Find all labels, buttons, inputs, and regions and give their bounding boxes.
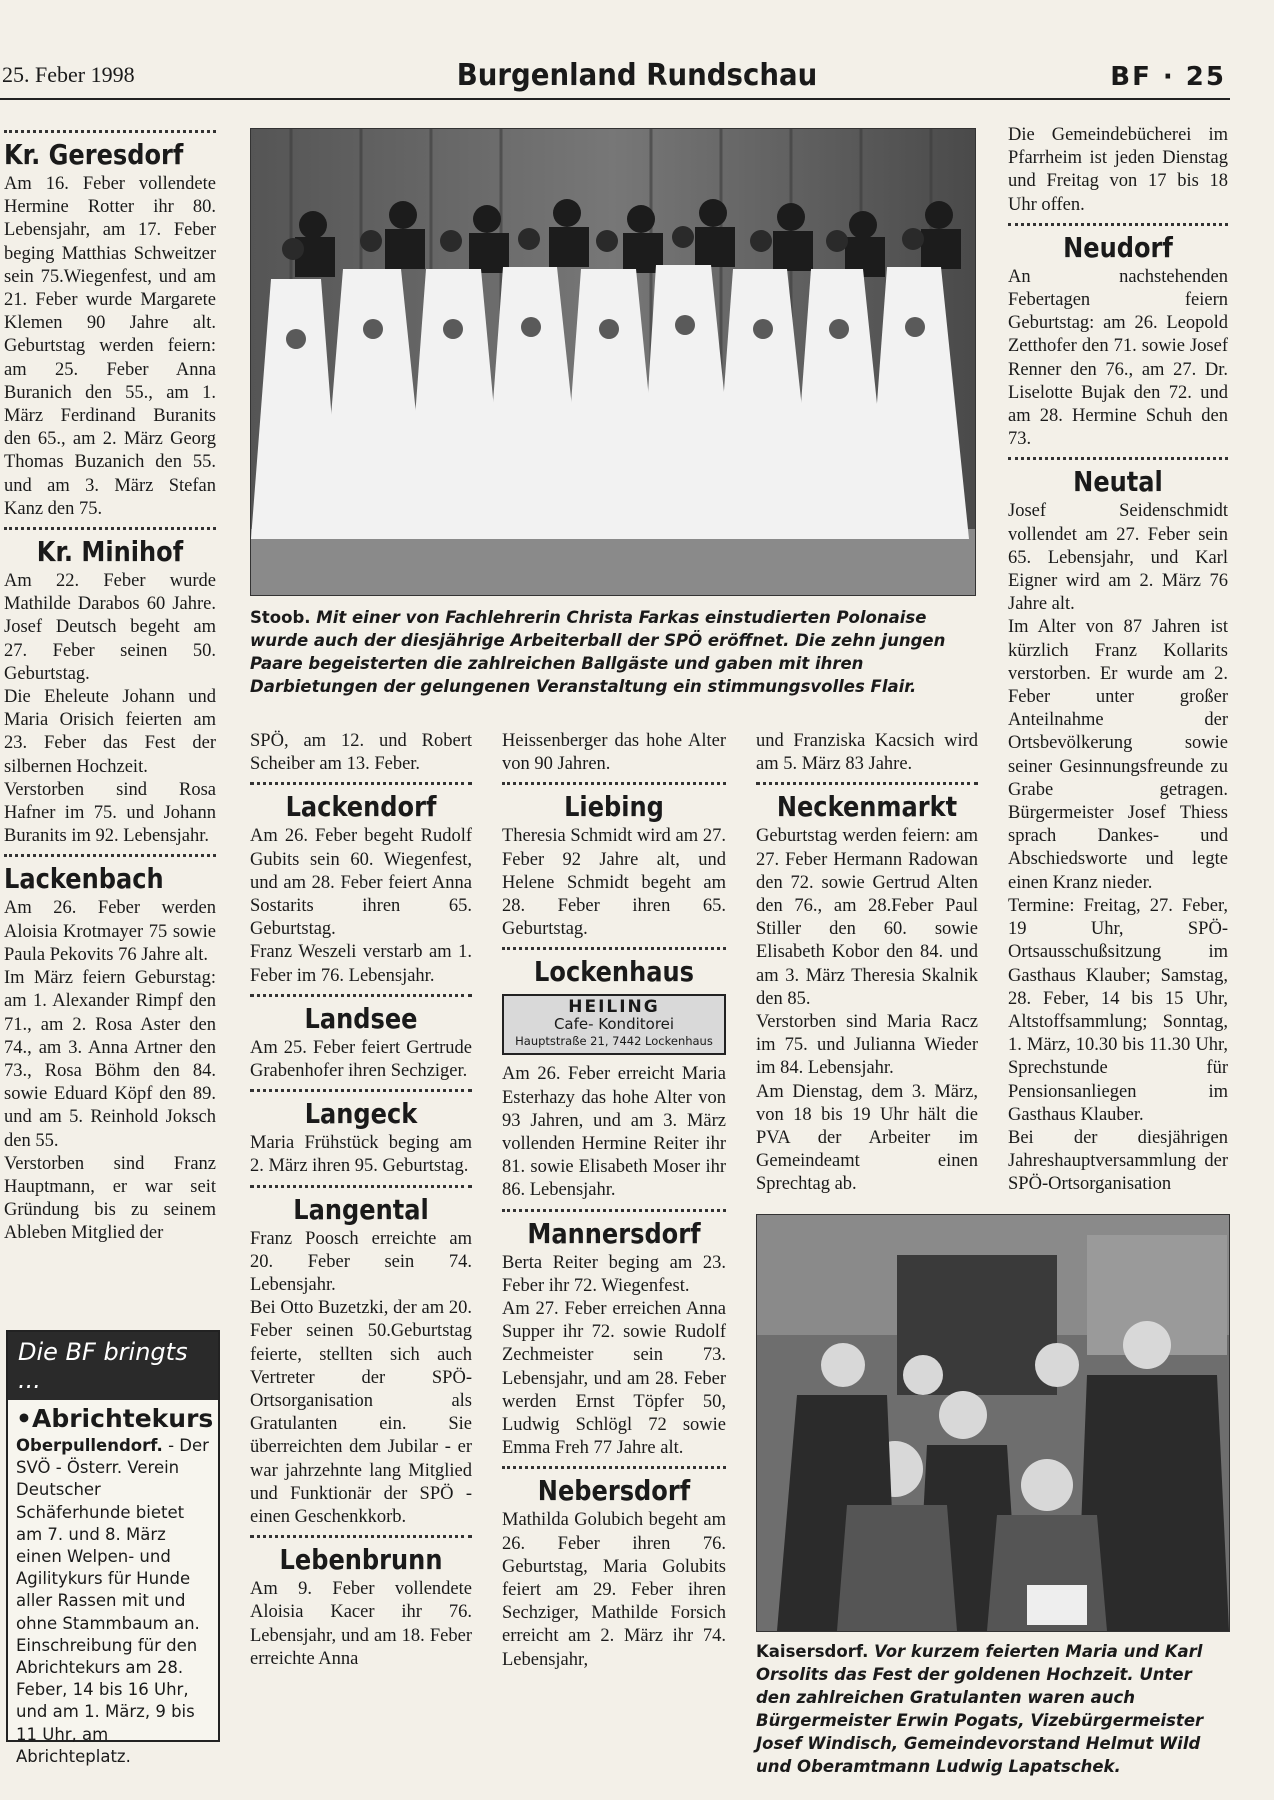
dotted-divider [502,1209,726,1212]
article-text: Verstorben sind Franz Hauptmann, er war seit Gründung bis zu seinem Ableben Mitglied der [4,1153,216,1244]
article-text: und Franziska Kacsich wird am 5. März 83 Jahre. [756,731,978,775]
article-text: Franz Weszeli verstarb am 1. Feber im 76. Lebensjahr. [250,942,472,986]
column-5 [1008,124,1228,1202]
photo-caption [756,1640,1228,1778]
article-text: Verstorben sind Maria Racz im 75. und Julianna Wieder im 84. Lebensjahr. [756,1012,978,1079]
article-text: Am 26. Feber erreicht Maria Esterhazy das hohe Alter von 93 Jahren, und am 3. März vollenden Hermine Reiter ihr 81. sowie Elisabeth Moser ihr 86. Lebensjahr. [502,1064,726,1201]
section-title: Neudorf [1063,230,1173,264]
article-text: Die Eheleute Johann und Maria Orisich feierten am 23. Feber das Fest der silbernen Hochzeit. [4,687,216,777]
article-text: Heissenberger das hohe Alter von 90 Jahren. [502,731,726,775]
article-text: Termine: Freitag, 27. Feber, 19 Uhr, SPÖ-Ortsausschußsitzung im Gasthaus Klauber; Samstag, 28. Feber, 14 bis 15 Uhr, Altstoffsammlung; Sonntag, 1. März, 10.30 bis 11.30 Uhr, Sprechstunde für Pensionsanliegen im Gasthaus Klauber. [1008,895,1228,1125]
page-number: BF · 25 [1110,62,1226,92]
section-title: Lockenhaus [534,955,694,989]
article-text: Bei Otto Buzetzki, der am 20. Feber seinen 50.Geburtstag feierte, stellten sich auch Vertreter der SPÖ-Ortsorganisation als Gratulanten ein. Sie überreichten dem Jubilar - er war jahrzehnte lang Mitglied und Funktionär der SPÖ - einen Geschenkkorb. [250,1298,472,1528]
column-2 [250,730,472,1760]
article-text: Am 27. Feber erreichen Anna Supper ihr 72. sowie Rudolf Zechmeister sein 73. Lebensjahr, und am 28. Feber werden Ernst Töpfer 50, Ludwig Schlögl 72 sowie Emma Freh 77 Jahre alt. [502,1299,726,1459]
section-title: Neutal [1073,465,1163,499]
dotted-divider [502,947,726,950]
caption-text: Vor kurzem feierten Maria und Karl Orsolits das Fest der goldenen Hochzeit. Unter den zahlreichen Gratulanten waren auch Bürgermeister Erwin Pogats, Vizebürgermeister Josef Windisch, Gemeindevorstand Helmut Wild und Oberamtmann Ludwig Lapatschek. [756,1642,1204,1776]
article-text: Am 25. Feber feiert Gertrude Grabenhofer ihren Sechziger. [250,1037,472,1082]
info-box-title: •Abrichtekurs [16,1404,214,1433]
dotted-divider [250,994,472,997]
caption-text: Mit einer von Fachlehrerin Christa Farkas einstudierten Polonaise wurde auch der diesjährige Arbeiterball der SPÖ eröffnet. Die zehn jungen Paare begeisterten die zahlreichen Ballgäste und gaben mit ihren Darbietungen der gelungenen Veranstaltung ein stimmungsvolles Flair. [250,608,946,696]
section-title: Landsee [304,1001,418,1035]
caption-place: Stoob. [250,608,311,627]
dotted-divider [502,782,726,785]
article-text: SPÖ, am 12. und Robert Scheiber am 13. Feber. [250,731,472,775]
column-4 [756,730,978,1210]
ad-address: Hauptstraße 21, 7442 Lockenhaus [515,1034,713,1049]
article-text: Im Alter von 87 Jahren ist kürzlich Franz Kollarits verstorben. Er wurde am 2. Feber unter großer Anteilnahme der Ortsbevölkerung sowie seiner Gesinnungsfreunde zu Grabe getragen. Bürgermeister Josef Thiess sprach Dankes- und Abschiedsworte und legte einen Kranz nieder. [1008,617,1228,893]
advertisement-heiling [502,994,726,1055]
dotted-divider [1008,223,1228,226]
article-text: Im März feiern Geburstag: am 1. Alexander Rimpf den 71., am 2. Rosa Aster den 74., am 3. Anna Artner den 73., Rosa Böhm den 84. sowie Eduard Köpf den 89. und am 5. Reinhold Joksch den 55. [4,968,216,1151]
photo-caption [250,606,976,698]
dotted-divider [1008,457,1228,460]
dotted-divider [756,782,978,785]
section-title: Nebersdorf [537,1474,691,1508]
newspaper-title: Burgenland Rundschau [456,58,818,93]
info-box-place: Oberpullendorf. [16,1436,163,1455]
section-title: Kr. Minihof [36,535,184,569]
dotted-divider [250,782,472,785]
article-text: Am Dienstag, dem 3. März, von 18 bis 19 Uhr hält die PVA der Arbeiter im Gemeindeamt einen Sprechtag ab. [756,1081,978,1195]
info-box-text [8,1433,218,1770]
article-text: An nachstehenden Febertagen feiern Geburtstag: am 26. Leopold Zetthofer den 71. sowie Josef Renner den 76., am 27. Dr. Liselotte Bujak den 72. und am 28. Hermine Schuh den 73. [1008,266,1228,450]
info-box [6,1330,220,1766]
dotted-divider [250,1535,472,1538]
article-text: Am 16. Feber vollendete Hermine Rotter ihr 80. Lebensjahr, am 17. Feber beging Matthias Schweitzer sein 75.Wiegenfest, und am 21. Feber wurde Margarete Klemen 90 Jahre alt. Geburtstag werden feiern: am 25. Feber Anna Buranich den 55., am 1. März Ferdinand Buranits den 65., am 2. März Georg Thomas Buzanich den 55. und am 3. März Stefan Kanz den 75. [4,174,216,519]
section-title: Mannersdorf [527,1216,701,1250]
article-text: Am 9. Feber vollendete Aloisia Kacer ihr 76. Lebensjahr, und am 18. Feber erreichte Anna [250,1579,472,1669]
dotted-divider [4,130,216,133]
article-text: Mathilda Golubich begeht am 26. Feber ihren 76. Geburtstag, Maria Golubits feiert am 29. Feber ihren Sechziger, Mathilde Forsich erreicht am 2. März ihr 74. Lebensjahr, [502,1510,726,1670]
ad-subtitle: Cafe- Konditorei [553,1015,675,1034]
article-text: Josef Seidenschmidt vollendet am 27. Feber sein 65. Lebensjahr, und Karl Eigner wird am 2. März 76 Jahre alt. [1008,501,1228,615]
article-text: Theresia Schmidt wird am 27. Feber 92 Jahre alt, und Helene Schmidt begeht am 28. Feber ihren 65. Geburtstag. [502,826,726,940]
article-text: Am 26. Feber begeht Rudolf Gubits sein 60. Wiegenfest, und am 28. Feber feiert Anna Sostarits ihren 65. Geburtstag. [250,826,472,940]
header-rule [0,98,1230,100]
dotted-divider [250,1185,472,1188]
article-text: Verstorben sind Rosa Hafner im 75. und Johann Buranits im 92. Lebensjahr. [4,779,216,847]
article-text: Bei der diesjährigen Jahreshauptversammlung der SPÖ-Ortsorganisation [1008,1127,1228,1195]
section-title: Lebenbrunn [279,1543,443,1577]
article-text: Am 26. Feber werden Aloisia Krotmayer 75 sowie Paula Pekovits 76 Jahre alt. [4,898,216,965]
article-text: Franz Poosch erreichte am 20. Feber sein 74. Lebensjahr. [250,1228,472,1296]
article-text: Die Gemeindebücherei im Pfarrheim ist jeden Dienstag und Freitag von 17 bis 18 Uhr offen. [1008,125,1228,215]
dotted-divider [250,1089,472,1092]
info-box-banner: Die BF bringts ... [8,1332,218,1400]
dotted-divider [502,1466,726,1469]
section-title: Lackenbach [4,862,164,896]
column-1 [4,128,216,1318]
photo-golden-wedding-image [757,1215,1229,1631]
section-title: Langeck [304,1097,418,1131]
article-text: Maria Frühstück beging am 2. März ihren 95. Geburtstag. [250,1133,472,1177]
article-text: Am 22. Feber wurde Mathilde Darabos 60 Jahre. Josef Deutsch begeht am 27. Feber seinen 50. Geburtstag. [4,571,216,684]
ad-name: HEILING [568,997,660,1018]
section-title: Kr. Geresdorf [4,138,184,171]
section-title: Neckenmarkt [776,790,958,824]
dotted-divider [4,854,216,857]
photo-polonaise-image [251,129,975,595]
photo-polonaise [250,128,976,596]
section-title: Liebing [564,790,664,824]
article-text: Berta Reiter beging am 23. Feber ihr 72. Wiegenfest. [502,1252,726,1296]
caption-place: Kaisersdorf. [756,1642,869,1661]
issue-date: 25. Feber 1998 [2,62,135,87]
article-text: Geburtstag werden feiern: am 27. Feber Hermann Radowan den 72. sowie Gertrud Alten den 76., am 28.Feber Paul Stiller den 60. sowie Elisabeth Kobor den 84. und am 3. März Theresia Skalnik den 85. [756,826,978,1009]
dotted-divider [4,527,216,530]
section-title: Langental [293,1192,429,1226]
section-title: Lackendorf [285,790,437,824]
column-3 [502,730,726,1760]
info-box-body: - Der SVÖ - Österr. Verein Deutscher Schäferhunde bietet am 7. und 8. März einen Welpen- und Agilitykurs für Hunde aller Rassen mit und ohne Stammbaum an. Einschreibung für den Abrichtekurs am 28. Feber, 14 bis 16 Uhr, und am 1. März, 9 bis 11 Uhr, am Abrichteplatz. [16,1436,209,1766]
photo-golden-wedding [756,1214,1230,1632]
